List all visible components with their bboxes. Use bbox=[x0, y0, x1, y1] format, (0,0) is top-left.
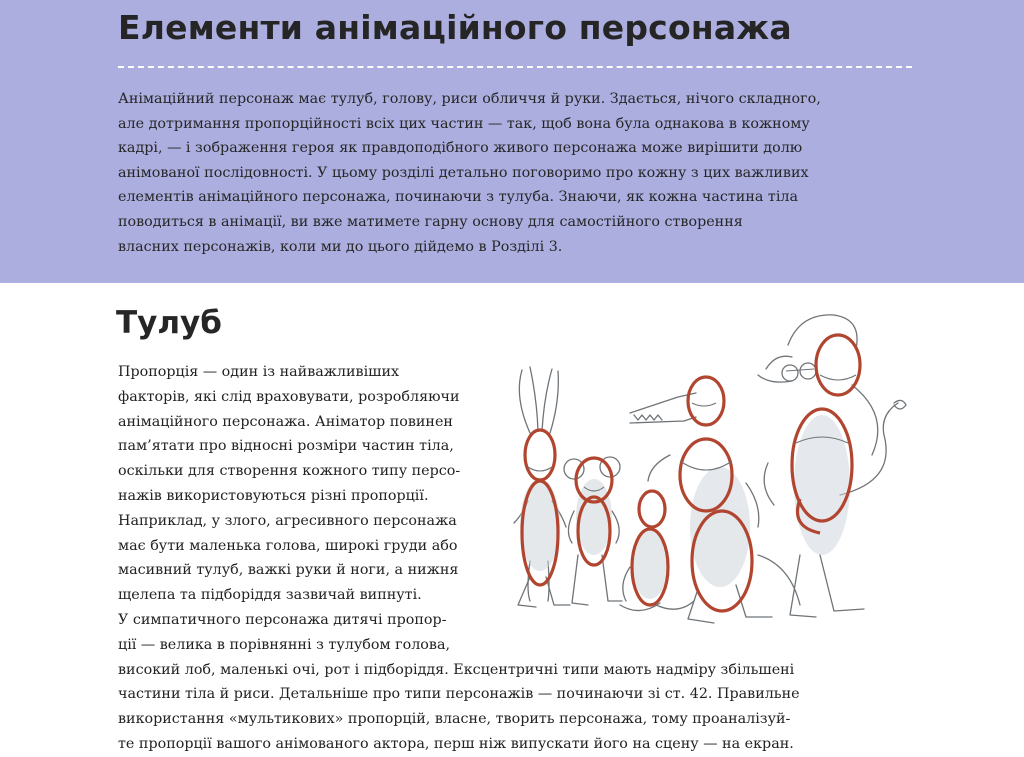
intro-line: анімованої послідовності. У цьому розділі детально поговоримо про кожну з цих важливих bbox=[118, 164, 809, 181]
body-line: те пропорції вашого анімованого актора, перш ніж випускати його на сцену — на екран. bbox=[118, 735, 794, 752]
body-line: використання «мультикових» пропорцій, власне, творить персонажа, тому проаналізуй- bbox=[118, 711, 791, 728]
body-line: частини тіла й риси. Детальніше про типи персонажів — починаючи зі ст. 42. Правильне bbox=[118, 686, 800, 703]
intro-line: елементів анімаційного персонажа, починаючи з тулуба. Знаючи, як кожна частина тіла bbox=[118, 189, 799, 206]
cartoon-characters-proportion-sketch-icon bbox=[500, 305, 920, 635]
intro-paragraph bbox=[118, 87, 858, 259]
body-line: ції — велика в порівнянні з тулубом голова, bbox=[118, 636, 451, 653]
body-line: Пропорція — один із найважливіших bbox=[118, 364, 400, 380]
body-line: факторів, які слід враховувати, розробляючи bbox=[118, 388, 460, 405]
intro-line: але дотримання пропорційності всіх цих частин — так, щоб вона була однакова в кожному bbox=[118, 115, 810, 132]
intro-line: власних персонажів, коли ми до цього дійдемо в Розділі 3. bbox=[118, 238, 563, 255]
body-line: масивний тулуб, важкі руки й ноги, а нижня bbox=[118, 562, 459, 579]
intro-line: поводиться в анімації, ви вже матимете гарну основу для самостійного створення bbox=[118, 213, 743, 230]
body-line: нажів використовуються різні пропорції. bbox=[118, 487, 429, 504]
body-line: оскільки для створення кожного типу персо- bbox=[118, 463, 461, 480]
intro-line: Анімаційний персонаж має тулуб, голову, риси обличчя й руки. Здається, нічого складного, bbox=[118, 91, 821, 107]
body-line: Наприклад, у злого, агресивного персонажа bbox=[118, 512, 457, 529]
cartoon-characters-illustration bbox=[500, 305, 920, 635]
body-line: анімаційного персонажа. Аніматор повинен bbox=[118, 413, 453, 430]
body-line: щелепа та підборіддя зазвичай випнуті. bbox=[118, 587, 422, 604]
body-line: має бути маленька голова, широкі груди або bbox=[118, 537, 458, 554]
section-title: Тулуб bbox=[116, 305, 222, 341]
intro-line: кадрі, — і зображення героя як правдоподібного живого персонажа може вирішити долю bbox=[118, 140, 803, 157]
body-line: пам’ятати про відносні розміри частин тіла, bbox=[118, 438, 454, 455]
dashed-divider bbox=[118, 66, 912, 68]
body-line: високий лоб, маленькі очі, рот і підборіддя. Ексцентричні типи мають надміру збільшені bbox=[118, 661, 795, 678]
chapter-title: Елементи анімаційного персонажа bbox=[118, 8, 792, 47]
body-line: У симпатичного персонажа дитячі пропор- bbox=[118, 611, 447, 628]
